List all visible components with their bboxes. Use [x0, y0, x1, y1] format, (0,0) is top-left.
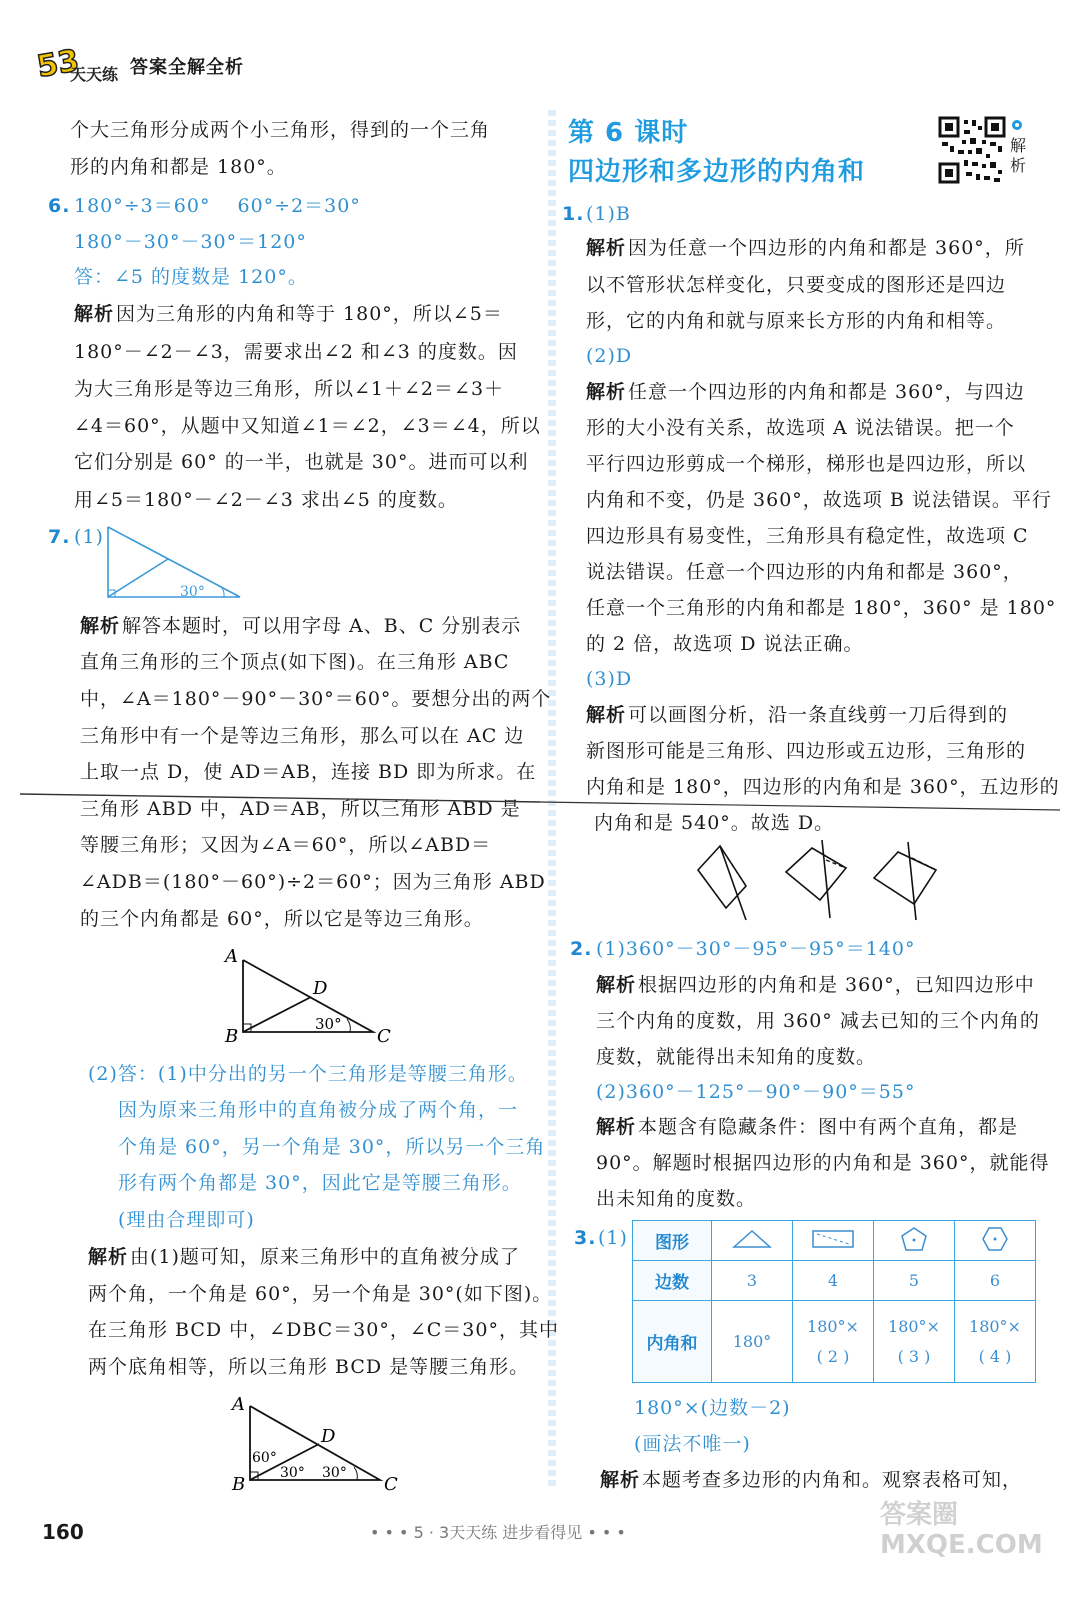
text-line: 两个底角相等，所以三角形 BCD 是等腰三角形。 [88, 1356, 530, 1378]
analysis-label: 解析 [586, 237, 627, 259]
analysis-label: 解析 [596, 1116, 637, 1138]
answer-line: 180°÷3＝60° 60°÷2＝30° [74, 195, 361, 217]
table-cell: 180° [712, 1301, 793, 1383]
vertex-a: A [225, 946, 238, 967]
text-line: 三角形 ABD 中，AD＝AB，所以三角形 ABD 是 [80, 798, 521, 820]
text-line: 出未知角的度数。 [596, 1188, 757, 1210]
qr-dot-icon [1012, 120, 1022, 130]
angle-label: 30° [322, 1465, 347, 1481]
lesson-number: 第 6 课时 [568, 118, 689, 148]
analysis-label: 解析 [88, 1246, 129, 1268]
answer-line: 形有两个角都是 30°，因此它是等腰三角形。 [118, 1172, 522, 1194]
text-line: 三个内角的度数，用 360° 减去已知的三个内角的 [596, 1010, 1040, 1032]
table-cell: 3 [712, 1261, 793, 1301]
table-row-label: 图形 [633, 1221, 712, 1261]
vertex-b: B [225, 1026, 239, 1047]
text-line: 内角和是 540°。故选 D。 [594, 812, 835, 834]
analysis-label: 解析 [80, 615, 121, 637]
answer-line: (2)D [586, 345, 633, 367]
analysis-label: 解析 [586, 381, 627, 403]
svg-text:天天练: 天天练 [70, 65, 118, 84]
question-number: 1. [562, 203, 585, 225]
shape-quadrilateral-icon [793, 1221, 874, 1261]
answer-line: (1)B [586, 203, 631, 225]
figure-right-triangle [100, 522, 250, 604]
analysis-label: 解析 [600, 1469, 641, 1491]
text-line: 新图形可能是三角形、四边形或五边形，三角形的 [586, 740, 1027, 762]
answer-line: 180°－30°－30°＝120° [74, 231, 307, 253]
text-line: 在三角形 BCD 中，∠DBC＝30°，∠C＝30°，其中 [88, 1319, 559, 1341]
table-cell: 180°× ( 3 ) [874, 1301, 955, 1383]
text-line: 形的内角和都是 180°。 [70, 156, 287, 178]
answer-line: (2)答：(1)中分出的另一个三角形是等腰三角形。 [88, 1063, 528, 1085]
text-line: 本题考查多边形的内角和。观察表格可知， [642, 1469, 1023, 1491]
analysis-label: 解析 [74, 303, 115, 325]
text-line: 根据四边形的内角和是 360°，已知四边形中 [638, 974, 1035, 996]
text-line: 上取一点 D，使 AD＝AB，连接 BD 即为所求。在 [80, 761, 537, 783]
text-line: 形的大小没有关系，故选项 A 说法错误。把一个 [586, 417, 1015, 439]
answer-line: (画法不唯一) [634, 1433, 751, 1455]
text-line: 三角形中有一个是等边三角形，那么可以在 AC 边 [80, 725, 525, 747]
text-line: 内角和不变，仍是 360°，故选项 B 说法错误。平行 [586, 489, 1052, 511]
angle-label: 30° [315, 1015, 342, 1033]
text-line: 以不管形状怎样变化，只要变成的图形还是四边 [586, 274, 1007, 296]
text-line: 可以画图分析，沿一条直线剪一刀后得到的 [628, 704, 1009, 726]
lesson-title: 四边形和多边形的内角和 [568, 157, 866, 187]
angle-label: 30° [280, 1465, 305, 1481]
text-line: 解答本题时，可以用字母 A、B、C 分别表示 [122, 615, 522, 637]
analysis-label: 解析 [596, 974, 637, 996]
table-row-label: 内角和 [633, 1301, 712, 1383]
sub-question-label: (1) [598, 1227, 628, 1249]
page-number: 160 [42, 1520, 84, 1544]
qr-label-text: 解析 [1010, 136, 1027, 175]
answer-line: 答：∠5 的度数是 120°。 [74, 266, 308, 288]
text-line: 直角三角形的三个顶点(如下图)。在三角形 ABC [80, 651, 510, 673]
text-line: 的三个内角都是 60°，所以它是等边三角形。 [80, 908, 484, 930]
answer-line: 180°×(边数－2) [634, 1397, 791, 1419]
text-line: 因为任意一个四边形的内角和都是 360°，所 [628, 237, 1025, 259]
text-line: 为大三角形是等边三角形，所以∠1＋∠2＝∠3＋ [74, 378, 505, 400]
text-line: 中，∠A＝180°－90°－30°＝60°。要想分出的两个 [80, 688, 552, 710]
figure-triangle-abc [215, 942, 405, 1047]
svg-text:53: 53 [36, 44, 82, 85]
answer-line: 个角是 60°，另一个角是 30°，所以另一个三角 [118, 1136, 546, 1158]
footer-slogan: • • • 5 · 3天天练 进步看得见 • • • [370, 1523, 626, 1542]
text-line: 度数，就能得出未知角的度数。 [596, 1046, 877, 1068]
vertex-d: D [321, 1426, 336, 1447]
vertex-c: C [377, 1026, 391, 1047]
logo [36, 44, 118, 86]
shape-pentagon-icon [874, 1221, 955, 1261]
text-line: 内角和是 180°，四边形的内角和是 360°，五边形的 [586, 776, 1060, 798]
text-line: 由(1)题可知，原来三角形中的直角被分成了 [130, 1246, 520, 1268]
text-line: 它们分别是 60° 的一半，也就是 30°。进而可以利 [74, 451, 529, 473]
text-line: 四边形具有易变性，三角形具有稳定性，故选项 C [586, 525, 1029, 547]
text-line: 个大三角形分成两个小三角形，得到的一个三角 [70, 119, 491, 141]
text-line: 平行四边形剪成一个梯形，梯形也是四边形，所以 [586, 453, 1027, 475]
table-cell: 4 [793, 1261, 874, 1301]
text-line: 用∠5＝180°－∠2－∠3 求出∠5 的度数。 [74, 489, 458, 511]
table-row-label: 边数 [633, 1261, 712, 1301]
question-number: 6. [48, 195, 71, 217]
vertex-a: A [232, 1394, 245, 1415]
answer-line: (理由合理即可) [118, 1209, 255, 1231]
table-cell: 180°× ( 2 ) [793, 1301, 874, 1383]
text-line: 任意一个四边形的内角和都是 360°，与四边 [628, 381, 1025, 403]
text-line: 等腰三角形；又因为∠A＝60°，所以∠ABD＝ [80, 834, 492, 856]
header-title: 答案全解全析 [130, 57, 244, 78]
vertex-c: C [384, 1474, 398, 1495]
answer-line: (2)360°－125°－90°－90°＝55° [596, 1081, 916, 1103]
table-cell: 5 [874, 1261, 955, 1301]
polygon-table [632, 1220, 1036, 1383]
text-line: 的 2 倍，故选项 D 说法正确。 [586, 633, 864, 655]
text-line: 本题含有隐藏条件：图中有两个直角，都是 [638, 1116, 1019, 1138]
shape-triangle-icon [712, 1221, 793, 1261]
angle-label: 60° [252, 1450, 277, 1466]
text-line: 因为三角形的内角和等于 180°，所以∠5＝ [116, 303, 503, 325]
question-number: 2. [570, 938, 593, 960]
text-line: 两个角，一个角是 60°，另一个角是 30°(如下图)。 [88, 1283, 553, 1305]
qr-code[interactable] [938, 116, 1006, 184]
shape-hexagon-icon [955, 1221, 1036, 1261]
vertex-d: D [313, 978, 328, 999]
answer-line: 因为原来三角形中的直角被分成了两个角，一 [118, 1099, 519, 1121]
answer-line: (3)D [586, 668, 633, 690]
question-number: 7. [48, 526, 71, 548]
figure-cut-quadrilaterals [690, 840, 950, 924]
table-cell: 180°× ( 4 ) [955, 1301, 1036, 1383]
qr-label [1010, 136, 1032, 176]
watermark: 答案圈 MXQE.COM [880, 1500, 1043, 1560]
angle-label: 30° [180, 584, 205, 600]
text-line: 任意一个三角形的内角和都是 180°，360° 是 180° [586, 597, 1057, 619]
text-line: 90°。解题时根据四边形的内角和是 360°，就能得 [596, 1152, 1050, 1174]
answer-line: (1)360°－30°－95°－95°＝140° [596, 938, 916, 960]
vertex-b: B [232, 1474, 246, 1495]
question-number: 3. [574, 1227, 597, 1249]
text-line: ∠ADB＝(180°－60°)÷2＝60°；因为三角形 ABD [80, 871, 546, 893]
text-line: 形，它的内角和就与原来长方形的内角和相等。 [586, 310, 1007, 332]
table-cell: 6 [955, 1261, 1036, 1301]
text-line: ∠4＝60°，从题中又知道∠1＝∠2，∠3＝∠4，所以 [74, 415, 541, 437]
text-line: 说法错误。任意一个四边形的内角和都是 360°， [586, 561, 1023, 583]
text-line: 180°－∠2－∠3，需要求出∠2 和∠3 的度数。因 [74, 341, 518, 363]
analysis-label: 解析 [586, 704, 627, 726]
sub-question-label: (1) [74, 526, 104, 548]
figure-triangle-bcd [222, 1392, 412, 1496]
